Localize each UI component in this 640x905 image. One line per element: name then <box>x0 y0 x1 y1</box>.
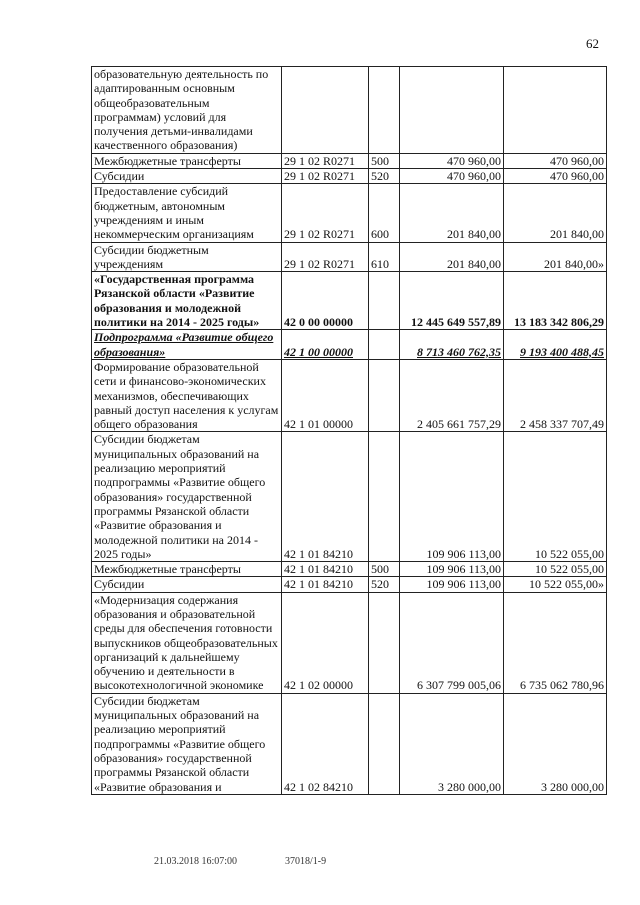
cell-expense-type <box>369 330 400 360</box>
cell-expense-type <box>369 359 400 431</box>
cell-expense-type: 500 <box>369 153 400 168</box>
cell-amount-second <box>504 67 607 154</box>
cell-expense-type <box>369 432 400 562</box>
cell-amount-second: 470 960,00 <box>504 153 607 168</box>
cell-amount-second: 201 840,00 <box>504 184 607 242</box>
footer-date: 21.03.2018 16:07:00 <box>154 856 238 867</box>
table-row <box>92 184 607 242</box>
cell-name: Формирование образовательной сети и финансово-экономических механизмов, обеспечивающих равный доступ населения к услугам общего образования <box>92 359 282 431</box>
cell-expense-type: 520 <box>369 577 400 592</box>
cell-amount-second: 201 840,00» <box>504 242 607 272</box>
cell-amount-first: 109 906 113,00 <box>400 562 504 577</box>
cell-expense-type: 500 <box>369 562 400 577</box>
cell-target-code: 42 1 01 00000 <box>282 359 369 431</box>
cell-target-code <box>282 67 369 154</box>
cell-amount-second: 13 183 342 806,29 <box>504 272 607 330</box>
table-row <box>92 330 607 360</box>
cell-name: Субсидии бюджетам муниципальных образований на реализацию мероприятий подпрограммы «Развитие общего образования» государственной программы Рязанской области «Развитие образования и молодежной политики на 2014 - 2025 годы» <box>92 432 282 562</box>
cell-amount-second: 3 280 000,00 <box>504 693 607 794</box>
cell-name: Субсидии <box>92 577 282 592</box>
cell-name: «Модернизация содержания образования и образовательной среды для обеспечения готовности выпускников общеобразовательных организаций к дальнейшему обучению и деятельности в высокотехнологичной экономике <box>92 592 282 693</box>
page-number: 62 <box>586 36 599 51</box>
cell-amount-first: 201 840,00 <box>400 242 504 272</box>
cell-amount-first <box>400 67 504 154</box>
budget-table-body <box>92 67 607 795</box>
table-row <box>92 242 607 272</box>
cell-target-code: 42 1 00 00000 <box>282 330 369 360</box>
cell-expense-type: 600 <box>369 184 400 242</box>
cell-name: образовательную деятельность по адаптированным основным общеобразовательным программам) условий для получения детьми-инвалидами качественного образования) <box>92 67 282 154</box>
cell-amount-first: 8 713 460 762,35 <box>400 330 504 360</box>
cell-target-code: 42 1 02 00000 <box>282 592 369 693</box>
cell-name: Подпрограмма «Развитие общего образования» <box>92 330 282 360</box>
cell-name: Субсидии бюджетным учреждениям <box>92 242 282 272</box>
cell-amount-first: 6 307 799 005,06 <box>400 592 504 693</box>
table-row <box>92 169 607 184</box>
cell-amount-first: 12 445 649 557,89 <box>400 272 504 330</box>
table-row <box>92 359 607 431</box>
cell-amount-second: 6 735 062 780,96 <box>504 592 607 693</box>
cell-amount-first: 470 960,00 <box>400 169 504 184</box>
cell-name: Межбюджетные трансферты <box>92 562 282 577</box>
cell-amount-second: 10 522 055,00 <box>504 432 607 562</box>
cell-amount-second: 10 522 055,00» <box>504 577 607 592</box>
cell-name: «Государственная программа Рязанской области «Развитие образования и молодежной политики на 2014 - 2025 годы» <box>92 272 282 330</box>
table-row <box>92 153 607 168</box>
cell-amount-first: 2 405 661 757,29 <box>400 359 504 431</box>
cell-name: Межбюджетные трансферты <box>92 153 282 168</box>
cell-expense-type <box>369 67 400 154</box>
cell-amount-first: 201 840,00 <box>400 184 504 242</box>
cell-expense-type <box>369 272 400 330</box>
cell-amount-second: 9 193 400 488,45 <box>504 330 607 360</box>
table-row <box>92 577 607 592</box>
cell-amount-first: 3 280 000,00 <box>400 693 504 794</box>
cell-target-code: 29 1 02 R0271 <box>282 242 369 272</box>
cell-amount-first: 470 960,00 <box>400 153 504 168</box>
cell-name: Субсидии <box>92 169 282 184</box>
cell-expense-type: 520 <box>369 169 400 184</box>
cell-target-code: 29 1 02 R0271 <box>282 169 369 184</box>
cell-name: Предоставление субсидий бюджетным, автономным учреждениям и иным некоммерческим организациям <box>92 184 282 242</box>
table-row <box>92 272 607 330</box>
cell-target-code: 42 1 01 84210 <box>282 432 369 562</box>
cell-amount-second: 2 458 337 707,49 <box>504 359 607 431</box>
cell-name: Субсидии бюджетам муниципальных образований на реализацию мероприятий подпрограммы «Развитие общего образования» государственной программы Рязанской области «Развитие образования и <box>92 693 282 794</box>
table-row <box>92 432 607 562</box>
cell-target-code: 29 1 02 R0271 <box>282 184 369 242</box>
cell-amount-first: 109 906 113,00 <box>400 577 504 592</box>
cell-amount-first: 109 906 113,00 <box>400 432 504 562</box>
cell-amount-second: 10 522 055,00 <box>504 562 607 577</box>
cell-target-code: 42 1 01 84210 <box>282 562 369 577</box>
budget-table <box>91 66 607 795</box>
table-row <box>92 67 607 154</box>
cell-target-code: 42 0 00 00000 <box>282 272 369 330</box>
cell-target-code: 42 1 02 84210 <box>282 693 369 794</box>
table-row <box>92 592 607 693</box>
cell-target-code: 29 1 02 R0271 <box>282 153 369 168</box>
cell-expense-type: 610 <box>369 242 400 272</box>
table-row <box>92 562 607 577</box>
cell-amount-second: 470 960,00 <box>504 169 607 184</box>
cell-expense-type <box>369 693 400 794</box>
cell-expense-type <box>369 592 400 693</box>
table-row <box>92 693 607 794</box>
cell-target-code: 42 1 01 84210 <box>282 577 369 592</box>
footer-doc-code: 37018/1-9 <box>285 856 327 867</box>
